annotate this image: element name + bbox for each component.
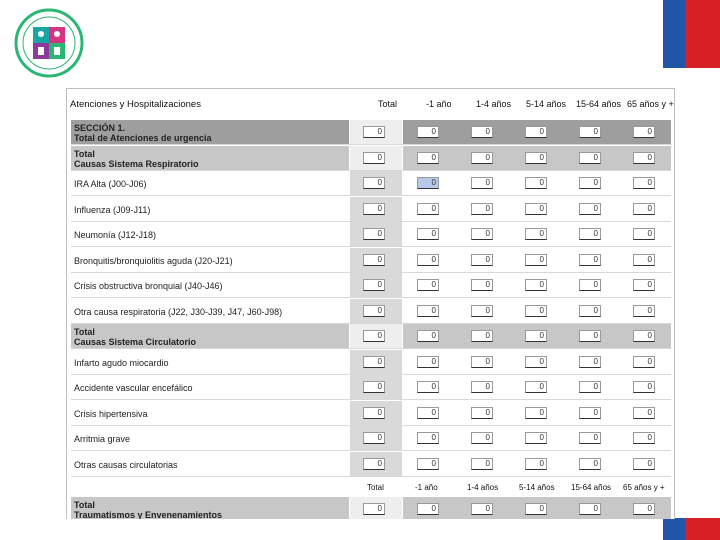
count-input[interactable]: 0 xyxy=(633,279,655,291)
table-footer-header xyxy=(67,479,674,495)
row-label: Neumonía (J12-J18) xyxy=(74,230,157,240)
count-input[interactable]: 0 xyxy=(417,279,439,291)
count-input[interactable]: 0 xyxy=(471,381,493,393)
count-input[interactable]: 0 xyxy=(417,356,439,368)
count-input[interactable]: 0 xyxy=(633,152,655,164)
count-input[interactable]: 0 xyxy=(525,254,547,266)
count-input[interactable]: 0 xyxy=(579,356,601,368)
count-input[interactable]: 0 xyxy=(525,458,547,470)
count-input[interactable]: 0 xyxy=(525,407,547,419)
table-row xyxy=(71,222,671,247)
row-label: SECCIÓN 1. xyxy=(74,123,126,133)
count-input[interactable]: 0 xyxy=(633,432,655,444)
count-input[interactable]: 0 xyxy=(633,305,655,317)
count-input[interactable]: 0 xyxy=(417,152,439,164)
table-row xyxy=(71,146,671,171)
count-input[interactable]: 0 xyxy=(525,203,547,215)
count-input[interactable]: 0 xyxy=(633,503,655,515)
count-input[interactable]: 0 xyxy=(363,458,385,470)
row-sublabel: Total de Atenciones de urgencia xyxy=(74,133,212,143)
count-input[interactable]: 0 xyxy=(525,305,547,317)
column-header: 1-4 años xyxy=(476,99,512,109)
count-input[interactable]: 0 xyxy=(525,330,547,342)
count-input[interactable]: 0 xyxy=(633,254,655,266)
column-header: 5-14 años xyxy=(519,483,555,492)
count-input[interactable]: 0 xyxy=(471,407,493,419)
count-input[interactable]: 0 xyxy=(417,381,439,393)
column-header: -1 año xyxy=(426,99,452,109)
count-input[interactable]: 0 xyxy=(525,432,547,444)
table-header xyxy=(67,89,674,117)
row-label: Bronquitis/bronquiolitis aguda (J20-J21) xyxy=(74,255,233,266)
row-sublabel: Traumatismos y Envenenamientos xyxy=(74,510,223,519)
table-row xyxy=(71,197,671,222)
count-input[interactable]: 0 xyxy=(579,381,601,393)
count-input[interactable]: 0 xyxy=(579,228,601,240)
count-input[interactable]: 0 xyxy=(363,305,385,317)
count-input[interactable]: 0 xyxy=(417,228,439,240)
count-input[interactable]: 0 xyxy=(417,254,439,266)
count-input[interactable]: 0 xyxy=(417,177,439,189)
flag-blue-stripe-bottom xyxy=(663,518,685,540)
column-header: 5-14 años xyxy=(526,99,567,109)
count-input[interactable]: 0 xyxy=(363,407,385,419)
table-row xyxy=(71,350,671,375)
column-header: -1 año xyxy=(415,483,438,492)
count-input[interactable]: 0 xyxy=(633,203,655,215)
count-input[interactable]: 0 xyxy=(525,279,547,291)
count-input[interactable]: 0 xyxy=(417,203,439,215)
count-input[interactable]: 0 xyxy=(579,503,601,515)
count-input[interactable]: 0 xyxy=(579,330,601,342)
row-label: Accidente vascular encefálico xyxy=(74,383,193,393)
row-label: Otra causa respiratoria (J22, J30-J39, J47, J60-J98) xyxy=(74,306,283,317)
count-input[interactable]: 0 xyxy=(633,330,655,342)
count-input[interactable]: 0 xyxy=(525,152,547,164)
count-input[interactable]: 0 xyxy=(633,356,655,368)
count-input[interactable]: 0 xyxy=(471,279,493,291)
table-row xyxy=(71,497,671,519)
table-row xyxy=(71,324,671,349)
count-input[interactable]: 0 xyxy=(579,203,601,215)
health-service-logo xyxy=(14,8,84,78)
count-input[interactable]: 0 xyxy=(471,503,493,515)
row-label: Otras causas circulatorias xyxy=(74,459,178,470)
count-input[interactable]: 0 xyxy=(363,203,385,215)
count-input[interactable]: 0 xyxy=(471,126,493,138)
count-input[interactable]: 0 xyxy=(471,177,493,189)
count-input[interactable]: 0 xyxy=(525,503,547,515)
count-input[interactable]: 0 xyxy=(633,126,655,138)
row-label: Infarto agudo miocardio xyxy=(74,357,169,368)
count-input[interactable]: 0 xyxy=(471,152,493,164)
count-input[interactable]: 0 xyxy=(363,177,385,189)
count-input[interactable]: 0 xyxy=(417,503,439,515)
count-input[interactable]: 0 xyxy=(417,305,439,317)
count-input[interactable]: 0 xyxy=(579,407,601,419)
count-input[interactable]: 0 xyxy=(471,305,493,317)
count-input[interactable]: 0 xyxy=(363,503,385,515)
count-input[interactable]: 0 xyxy=(633,381,655,393)
row-label: Arritmia grave xyxy=(74,434,131,444)
count-input[interactable]: 0 xyxy=(579,177,601,189)
table-row xyxy=(71,273,671,298)
table-row xyxy=(71,171,671,196)
flag-red-stripe xyxy=(685,0,720,68)
count-input[interactable]: 0 xyxy=(525,126,547,138)
column-header: 15-64 años xyxy=(571,483,612,492)
count-input[interactable]: 0 xyxy=(417,432,439,444)
count-input[interactable]: 0 xyxy=(363,126,385,138)
row-label: IRA Alta (J00-J06) xyxy=(74,179,147,189)
count-input[interactable]: 0 xyxy=(471,228,493,240)
column-header: 15-64 años xyxy=(576,99,622,109)
count-input[interactable]: 0 xyxy=(417,126,439,138)
count-input[interactable]: 0 xyxy=(579,152,601,164)
count-input[interactable]: 0 xyxy=(363,356,385,368)
table-row xyxy=(71,120,671,145)
count-input[interactable]: 0 xyxy=(363,279,385,291)
count-input[interactable]: 0 xyxy=(363,254,385,266)
count-input[interactable]: 0 xyxy=(417,407,439,419)
row-label: Total xyxy=(74,148,95,159)
count-input[interactable]: 0 xyxy=(363,152,385,164)
column-header: Total xyxy=(367,483,384,492)
count-input[interactable]: 0 xyxy=(579,254,601,266)
count-input[interactable]: 0 xyxy=(363,381,385,393)
table-row xyxy=(71,452,671,477)
count-input[interactable]: 0 xyxy=(579,432,601,444)
count-input[interactable]: 0 xyxy=(363,330,385,342)
emergency-care-form xyxy=(66,88,675,519)
table-row xyxy=(71,248,671,273)
count-input[interactable]: 0 xyxy=(363,432,385,444)
count-input[interactable]: 0 xyxy=(471,432,493,444)
count-input[interactable]: 0 xyxy=(525,381,547,393)
count-input[interactable]: 0 xyxy=(633,177,655,189)
count-input[interactable]: 0 xyxy=(363,228,385,240)
count-input[interactable]: 0 xyxy=(633,228,655,240)
count-input[interactable]: 0 xyxy=(471,330,493,342)
count-input[interactable]: 0 xyxy=(633,458,655,470)
count-input[interactable]: 0 xyxy=(417,330,439,342)
row-sublabel: Causas Sistema Circulatorio xyxy=(74,337,197,347)
row-label: Total xyxy=(74,500,95,510)
table-title: Atenciones y Hospitalizaciones xyxy=(70,99,201,110)
count-input[interactable]: 0 xyxy=(579,305,601,317)
count-input[interactable]: 0 xyxy=(633,407,655,419)
count-input[interactable]: 0 xyxy=(579,279,601,291)
row-label: Crisis obstructiva bronquial (J40-J46) xyxy=(74,281,223,291)
count-input[interactable]: 0 xyxy=(579,458,601,470)
column-header: 1-4 años xyxy=(467,483,499,492)
row-label: Total xyxy=(74,327,95,337)
column-header: 65 años y + xyxy=(627,99,674,109)
flag-red-stripe-bottom xyxy=(685,518,720,540)
table-row xyxy=(71,426,671,451)
count-input[interactable]: 0 xyxy=(525,228,547,240)
table-row xyxy=(71,299,671,324)
table-row xyxy=(71,375,671,400)
count-input[interactable]: 0 xyxy=(525,356,547,368)
count-input[interactable]: 0 xyxy=(471,254,493,266)
count-input[interactable]: 0 xyxy=(417,458,439,470)
column-header: Total xyxy=(378,99,398,109)
count-input[interactable]: 0 xyxy=(471,458,493,470)
row-label: Influenza (J09-J11) xyxy=(74,204,151,215)
count-input[interactable]: 0 xyxy=(525,177,547,189)
row-sublabel: Causas Sistema Respiratorio xyxy=(74,158,199,169)
column-header: 65 años y + xyxy=(623,483,665,492)
count-input[interactable]: 0 xyxy=(471,203,493,215)
count-input[interactable]: 0 xyxy=(579,126,601,138)
count-input[interactable]: 0 xyxy=(471,356,493,368)
table-row xyxy=(71,401,671,426)
flag-blue-stripe xyxy=(663,0,685,68)
row-label: Crisis hipertensiva xyxy=(74,408,148,419)
